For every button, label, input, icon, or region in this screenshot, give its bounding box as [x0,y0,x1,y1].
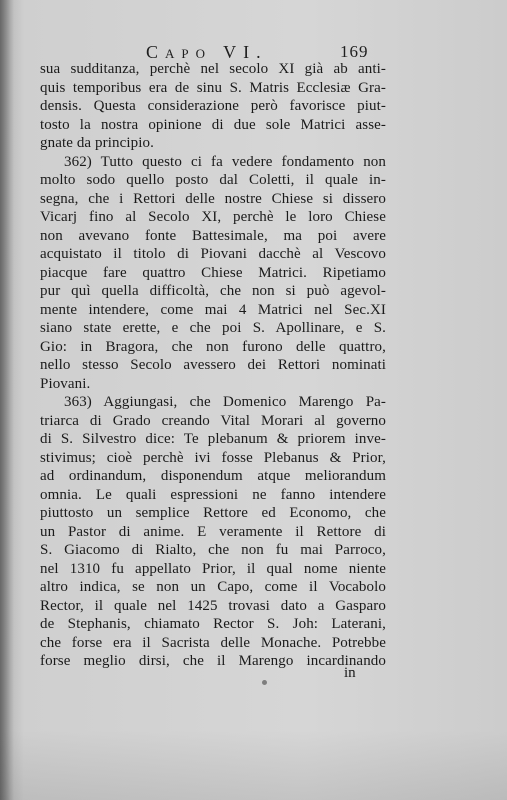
text-line: Rector, il quale nel 1425 trovasi dato a Gasparo [40,597,386,614]
text-line: acquistato il titolo di Piovani dacchè al Vescovo [40,246,386,262]
text-line: piuttosto un semplice Rettore ed Economo, che [40,505,386,521]
text-line: nel 1310 fu appellato Prior, il qual nome niente [40,560,386,577]
ink-spot [262,680,267,685]
text-line: nello stesso Secolo avessero dei Rettori nominati [40,357,386,373]
text-line: omnia. Le quali espressioni ne fanno intendere [40,486,386,503]
text-line: che forse era il Sacrista delle Monache. Potrebbe [40,634,386,651]
text-line: mente intendere, come mai 4 Matrici nel Sec.XI [40,301,386,318]
text-line: quis temporibus era de sinu S. Matris Ecclesiæ Gra- [40,79,386,96]
text-line: di S. Silvestro dice: Te plebanum & priorem inve- [40,431,386,447]
text-line: altro indica, se non un Capo, come il Vocabolo [40,579,386,595]
text-line: S. Giacomo di Rialto, che non fu mai Parroco, [40,542,386,558]
text-line: pur quì quella difficoltà, che non si può agevol- [40,283,386,299]
text-line: piacque fare quattro Chiese Matrici. Ripetiamo [40,264,386,281]
text-line: segna, che i Rettori delle nostre Chiese si dissero [40,190,386,207]
catchword: in [344,665,356,681]
text-line: stivimus; cioè perchè ivi fosse Plebanus & Prior, [40,449,386,466]
text-line: forse meglio dirsi, che il Marengo incardinando [40,653,386,669]
text-line: non avevano fonte Battesimale, ma poi avere [40,227,386,244]
text-line: tosto la nostra opinione di due sole Matrici asse- [40,116,386,133]
text-line: siano state erette, e che poi S. Apollinare, e S. [40,320,386,336]
running-head: Capo VI. [146,42,268,62]
paragraph-start-363: 363) Aggiungasi, che Domenico Marengo Pa- [64,394,386,410]
paragraph-start-362: 362) Tutto questo ci fa vedere fondamento non [64,153,386,170]
page-number: 169 [340,42,369,61]
text-line: molto sodo quello posto dal Coletti, il quale in- [40,172,386,188]
text-line: densis. Questa considerazione però favorisce piut- [40,98,386,114]
text-line: de Stephanis, chiamato Rector S. Joh: Laterani, [40,616,386,632]
text-line: ad ordinandum, disponendum atque meliorandum [40,468,386,484]
text-line: sua sudditanza, perchè nel secolo XI già ab anti- [40,61,386,77]
text-line: gnate da principio. [40,135,154,151]
text-line: Vicarj fino al Secolo XI, perchè le loro Chiese [40,209,386,225]
text-line: un Pastor di anime. E veramente il Rettore di [40,523,386,540]
text-line: triarca di Grado creando Vital Morari al governo [40,412,386,429]
text-line: Gio: in Bragora, che non furono delle quattro, [40,338,386,355]
text-line: Piovani. [40,375,91,392]
